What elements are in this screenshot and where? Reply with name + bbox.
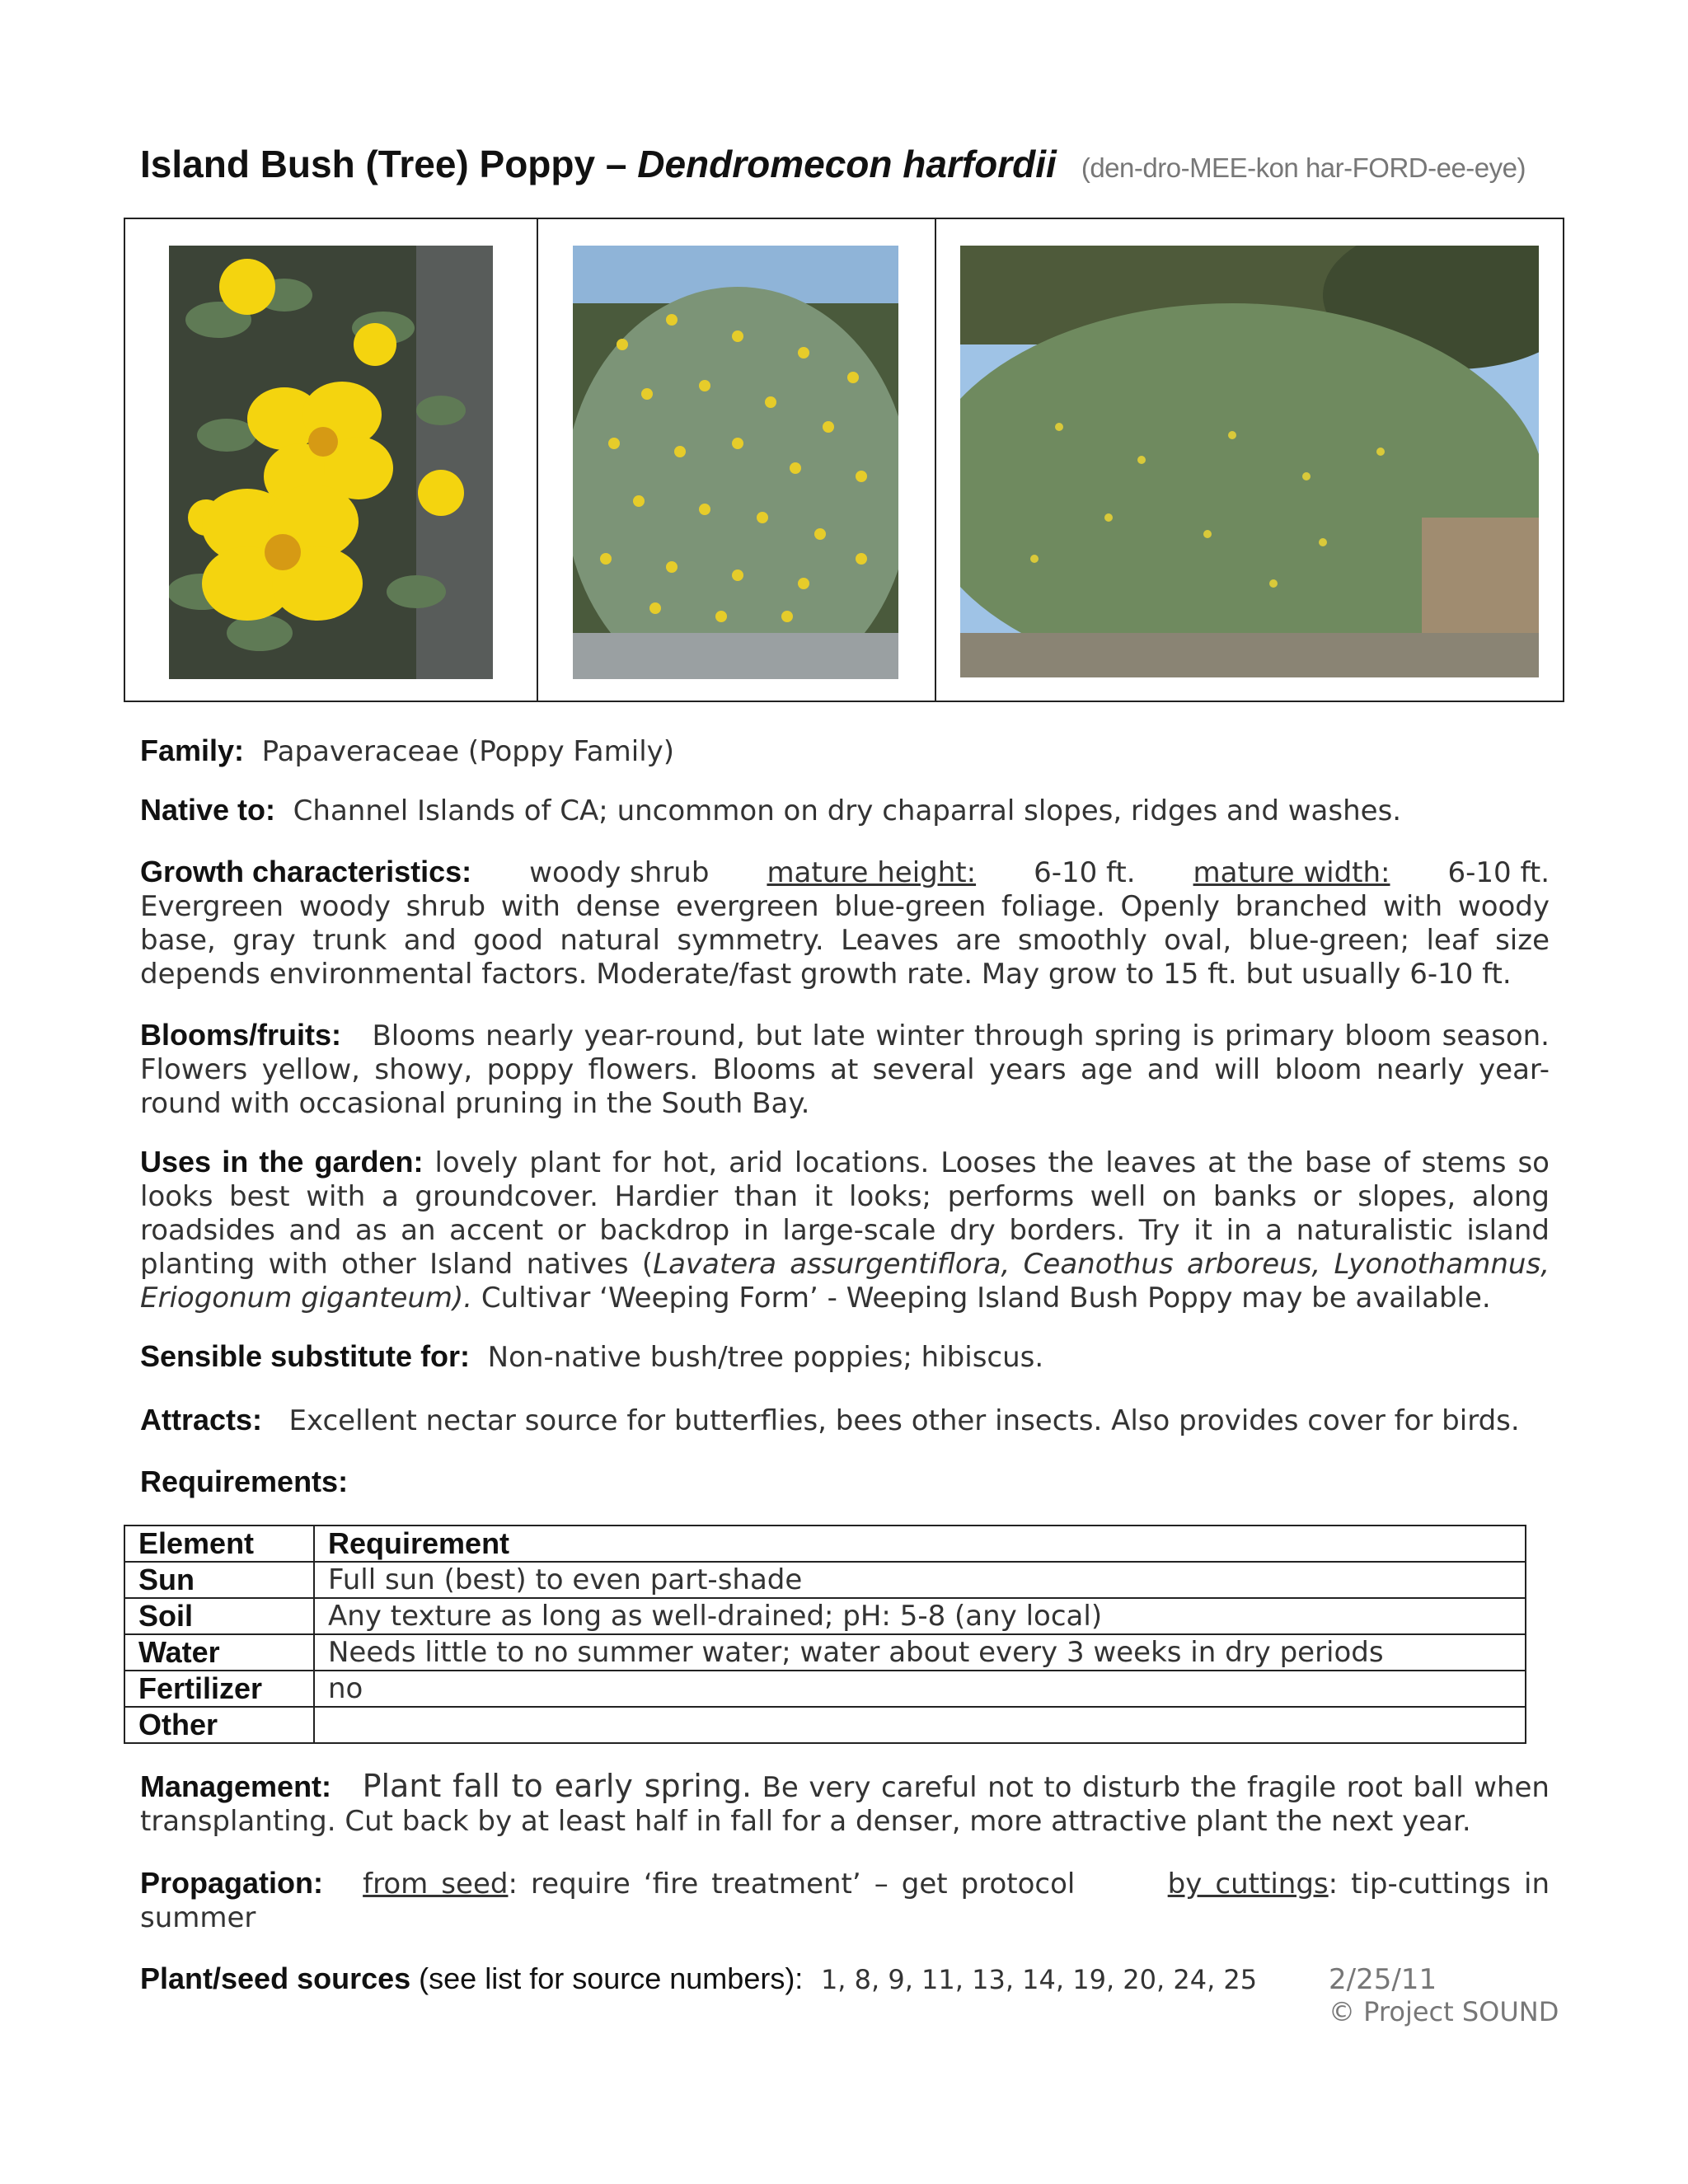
- sources-field: [140, 1961, 1294, 1997]
- requirement-cell: no: [314, 1671, 1526, 1707]
- attracts-value: Excellent nectar source for butterflies, bees other insects. Also provides cover for birds.: [288, 1404, 1520, 1437]
- photo-divider: [935, 219, 936, 701]
- substitute-value: Non-native bush/tree poppies; hibiscus.: [487, 1341, 1044, 1374]
- growth-type: woody shrub: [529, 856, 710, 889]
- table-row: [124, 1634, 1526, 1671]
- requirement-cell: Needs little to no summer water; water about every 3 weeks in dry periods: [314, 1634, 1526, 1671]
- native-label: Native to:: [140, 793, 276, 827]
- blooms-field: [140, 1018, 1550, 1121]
- requirement-header: Requirement: [314, 1526, 1526, 1562]
- flower-closeup-photo: [169, 246, 493, 679]
- from-seed-label: from seed: [363, 1868, 509, 1900]
- mature-width-value: 6-10 ft.: [1447, 856, 1550, 889]
- family-label: Family:: [140, 733, 245, 767]
- requirements-heading: [140, 1465, 1550, 1500]
- element-cell: Soil: [124, 1598, 314, 1634]
- sources-note: (see list for source numbers):: [410, 1961, 804, 1995]
- uses-text: lovely plant for hot, arid locations. Looses the leaves at the base of stems so looks best with a groundcover. Hardier than it looks; performs well on banks or slopes, along roadsides and as an accent or backdrop in large-scale dry borders. Try it in a naturalistic island planting with other Island natives (: [140, 1146, 1550, 1281]
- shrub-in-bloom-photo: [573, 246, 898, 679]
- management-lead: Plant fall to early spring.: [362, 1768, 753, 1804]
- attracts-label: Attracts:: [140, 1403, 263, 1436]
- element-cell: Fertilizer: [124, 1671, 314, 1707]
- scientific-name: Dendromecon harfordii: [637, 143, 1057, 185]
- by-cuttings-label: by cuttings: [1167, 1868, 1329, 1900]
- management-label: Management:: [140, 1769, 332, 1803]
- element-cell: Water: [124, 1634, 314, 1671]
- revision-date: 2/25/11: [1329, 1963, 1437, 1996]
- growth-description: Evergreen woody shrub with dense evergreen blue-green foliage. Openly branched with woody base, gray trunk and good natural symmetry. Leaves are smoothly oval, blue-green; leaf size depends environmental factors. Moderate/fast growth rate. May grow to 15 ft. but usually 6-10 ft.: [140, 890, 1550, 991]
- family-value: Papaveraceae (Poppy Family): [261, 735, 675, 768]
- copyright: © Project SOUND: [1329, 1996, 1559, 2027]
- growth-field: [140, 855, 1550, 991]
- table-row: [124, 1671, 1526, 1707]
- uses-label: Uses in the garden:: [140, 1145, 424, 1179]
- photo-strip: [124, 218, 1564, 702]
- photo-divider: [537, 219, 538, 701]
- mature-width-label: mature width:: [1193, 856, 1390, 889]
- growth-summary-line: [140, 855, 1550, 890]
- substitute-field: [140, 1339, 1550, 1375]
- requirements-header-row: [124, 1526, 1526, 1562]
- management-value: Be very careful not to disturb the fragile root ball when transplanting. Cut back by at least half in fall for a denser, more attractive plant the next year.: [140, 1771, 1550, 1838]
- propagation-field: [140, 1866, 1550, 1935]
- by-cuttings-value: : tip-cuttings in summer: [140, 1868, 1550, 1934]
- uses-field: [140, 1145, 1550, 1315]
- family-field: [140, 733, 1550, 769]
- requirement-cell: [314, 1707, 1526, 1743]
- requirements-label: Requirements:: [140, 1465, 349, 1498]
- element-cell: Sun: [124, 1562, 314, 1598]
- native-field: [140, 793, 1550, 828]
- element-header: Element: [124, 1526, 314, 1562]
- table-row: [124, 1598, 1526, 1634]
- substitute-label: Sensible substitute for:: [140, 1339, 471, 1373]
- shrub-habit-photo: [960, 246, 1539, 677]
- requirement-cell: Any texture as long as well-drained; pH: 5-8 (any local): [314, 1598, 1526, 1634]
- uses-cultivar-note: Cultivar ‘Weeping Form’ - Weeping Island Bush Poppy may be available.: [472, 1282, 1491, 1315]
- page-title: [140, 142, 1526, 186]
- blooms-value: Blooms nearly year-round, but late winter through spring is primary bloom season. Flowers yellow, showy, poppy flowers. Blooms at several years age and will bloom nearly year-round with occasional pruning in the South Bay.: [140, 1019, 1550, 1120]
- uses-companion-plants: Lavatera assurgentiflora, Ceanothus arboreus, Lyonothamnus, Eriogonum giganteum).: [140, 1248, 1550, 1315]
- growth-label: Growth characteristics:: [140, 855, 472, 888]
- sources-label: Plant/seed sources: [140, 1961, 411, 1995]
- pronunciation: (den-dro-MEE-kon har-FORD-ee-eye): [1081, 152, 1526, 183]
- from-seed-value: : require ‘fire treatment’ – get protocol: [508, 1868, 1076, 1900]
- table-row: [124, 1707, 1526, 1743]
- mature-height-value: 6-10 ft.: [1034, 856, 1136, 889]
- mature-height-label: mature height:: [767, 856, 977, 889]
- element-cell: Other: [124, 1707, 314, 1743]
- table-row: [124, 1562, 1526, 1598]
- requirement-cell: Full sun (best) to even part-shade: [314, 1562, 1526, 1598]
- blooms-label: Blooms/fruits:: [140, 1018, 342, 1052]
- attracts-field: [140, 1403, 1550, 1438]
- common-name: Island Bush (Tree) Poppy –: [140, 143, 638, 185]
- propagation-label: Propagation:: [140, 1866, 323, 1900]
- management-field: [140, 1769, 1550, 1839]
- sources-value: 1, 8, 9, 11, 13, 14, 19, 20, 24, 25: [820, 1964, 1258, 1995]
- requirements-table: [124, 1525, 1526, 1744]
- native-value: Channel Islands of CA; uncommon on dry chaparral slopes, ridges and washes.: [293, 794, 1402, 827]
